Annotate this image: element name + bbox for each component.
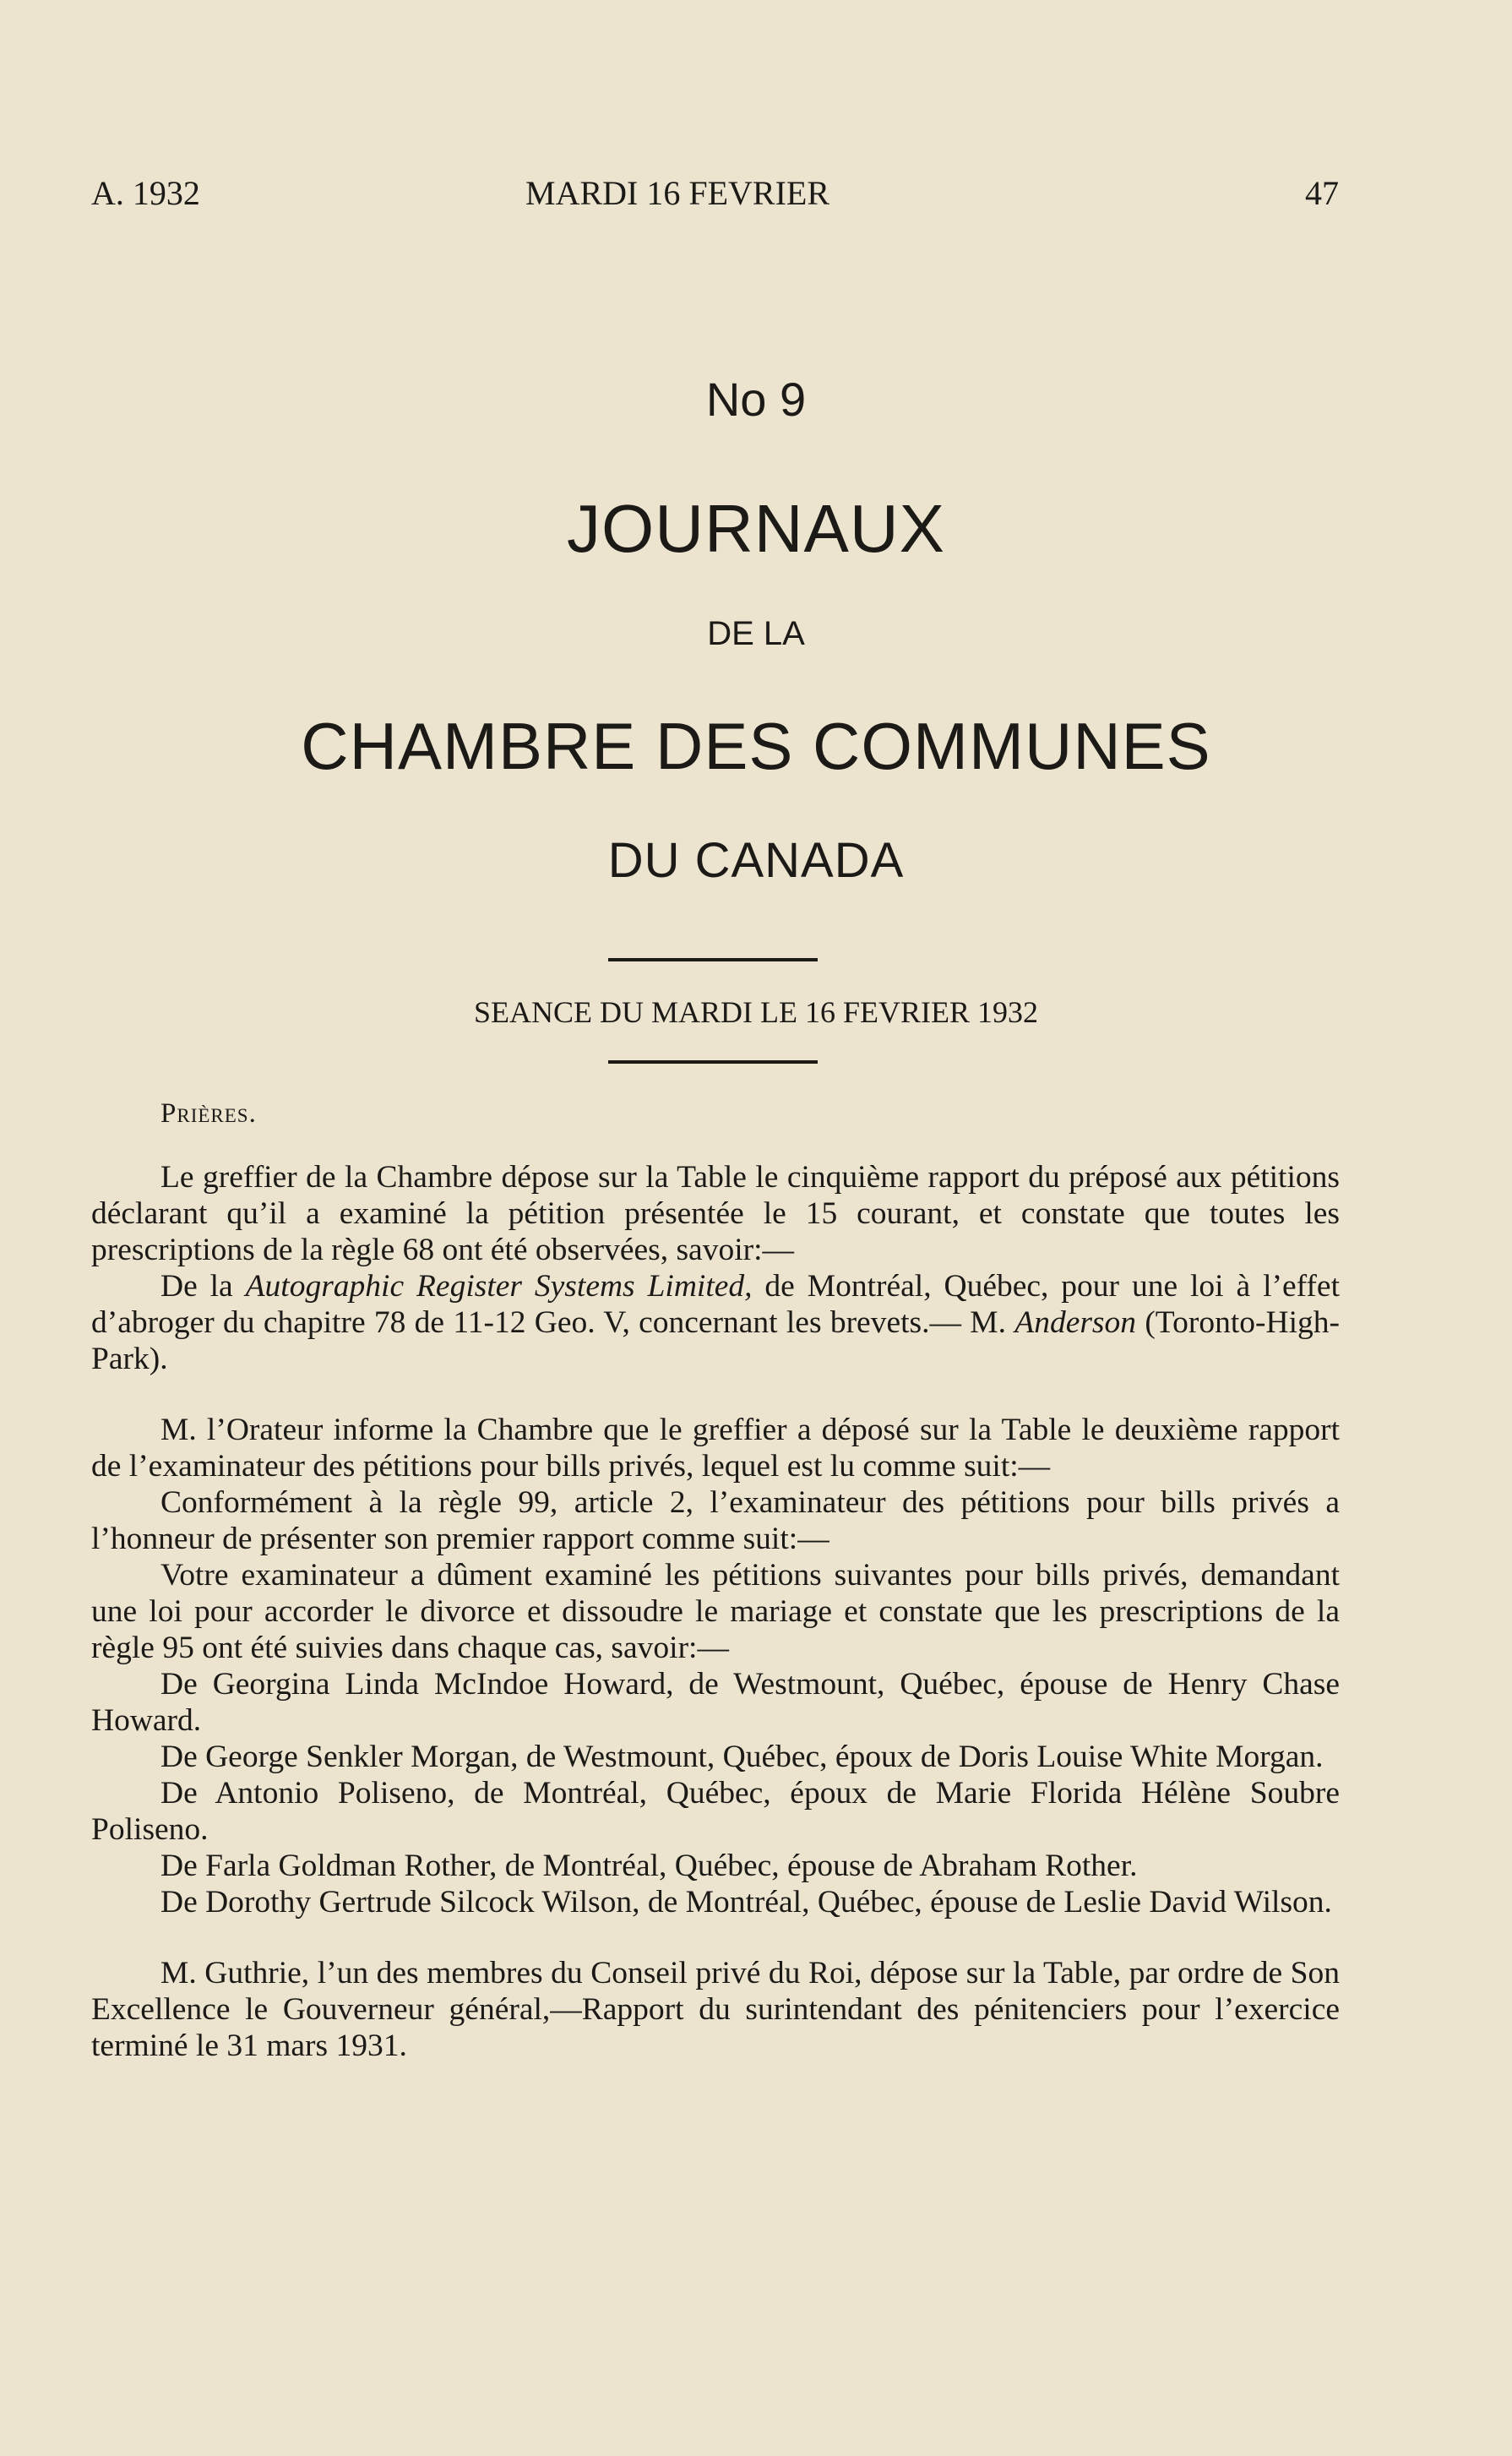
country-title: DU CANADA [607,833,905,888]
paragraph-petition-report: Le greffier de la Chambre dépose sur la Table le cinquième rapport du préposé aux pétitions déclarant qu’il a examiné la pétition présentée le 15 courant, et constate que toutes les prescriptions de la règle 68 ont été observées, savoir:— [91,1160,1340,1267]
body-text [91,1159,1340,2064]
page-number: 47 [1305,174,1339,212]
paragraph-guthrie-report: M. Guthrie, l’un des membres du Conseil privé du Roi, dépose sur la Table, par ordre de Son Excellence le Gouverneur général,—Rapport du surintendant des pénitenciers pour l’exercice terminé le 31 mars 1931. [91,1956,1340,2063]
issue-number: No 9 [705,373,807,426]
sitting-heading: SEANCE DU MARDI LE 16 FEVRIER 1932 [473,995,1038,1029]
petition-poliseno: De Antonio Poliseno, de Montréal, Québec, époux de Marie Florida Hélène Soubre Poliseno. [91,1776,1340,1847]
prayers-label [160,1098,257,1130]
title-divider-top [608,958,818,961]
p2-text-c: (Toronto-High-Park). [91,1305,1340,1376]
title-connector: DE LA [707,615,805,652]
company-name: Autographic Register Systems Limited, [245,1269,753,1304]
chamber-title: CHAMBRE DES COMMUNES [301,709,1211,783]
paragraph-examiner-report: Votre examinateur a dûment examiné les pétitions suivantes pour bills privés, demandant une loi pour accorder le divorce et dissoudre le mariage et constate que les prescriptions de la règle 95 ont été suivies dans chaque cas, savoir:— [91,1558,1340,1665]
paragraph-rule-99: Conformément à la règle 99, article 2, l’examinateur des pétitions pour bills privés a l’honneur de présenter son premier rapport comme suit:— [91,1485,1340,1556]
prayers-text: Prières. [160,1098,257,1129]
p2-text-b: de Montréal, Québec, pour une loi à l’effet d’abroger du chapitre 78 de 11-12 Geo. V, concernant les brevets.— M. [91,1269,1340,1340]
member-name: Anderson [1014,1305,1137,1340]
petition-howard: De Georgina Linda McIndoe Howard, de Westmount, Québec, épouse de Henry Chase Howard. [91,1667,1340,1738]
p2-text-a: De la [160,1269,246,1304]
paragraph-autographic-petition [91,1268,1340,1377]
paragraph-speaker-informs: M. l’Orateur informe la Chambre que le greffier a déposé sur la Table le deuxième rapport de l’examinateur des pétitions pour bills privés, lequel est lu comme suit:— [91,1413,1340,1484]
journal-title: JOURNAUX [566,491,946,566]
petition-rother: De Farla Goldman Rother, de Montréal, Québec, épouse de Abraham Rother. [160,1849,1138,1883]
title-divider-bottom [608,1060,818,1064]
header-year: A. 1932 [91,174,200,212]
petition-morgan: De George Senkler Morgan, de Westmount, Québec, époux de Doris Louise White Morgan. [160,1740,1324,1774]
running-header [91,173,1339,215]
petition-wilson: De Dorothy Gertrude Silcock Wilson, de Montréal, Québec, épouse de Leslie David Wilson. [160,1885,1332,1920]
header-date: MARDI 16 FEVRIER [525,174,830,212]
